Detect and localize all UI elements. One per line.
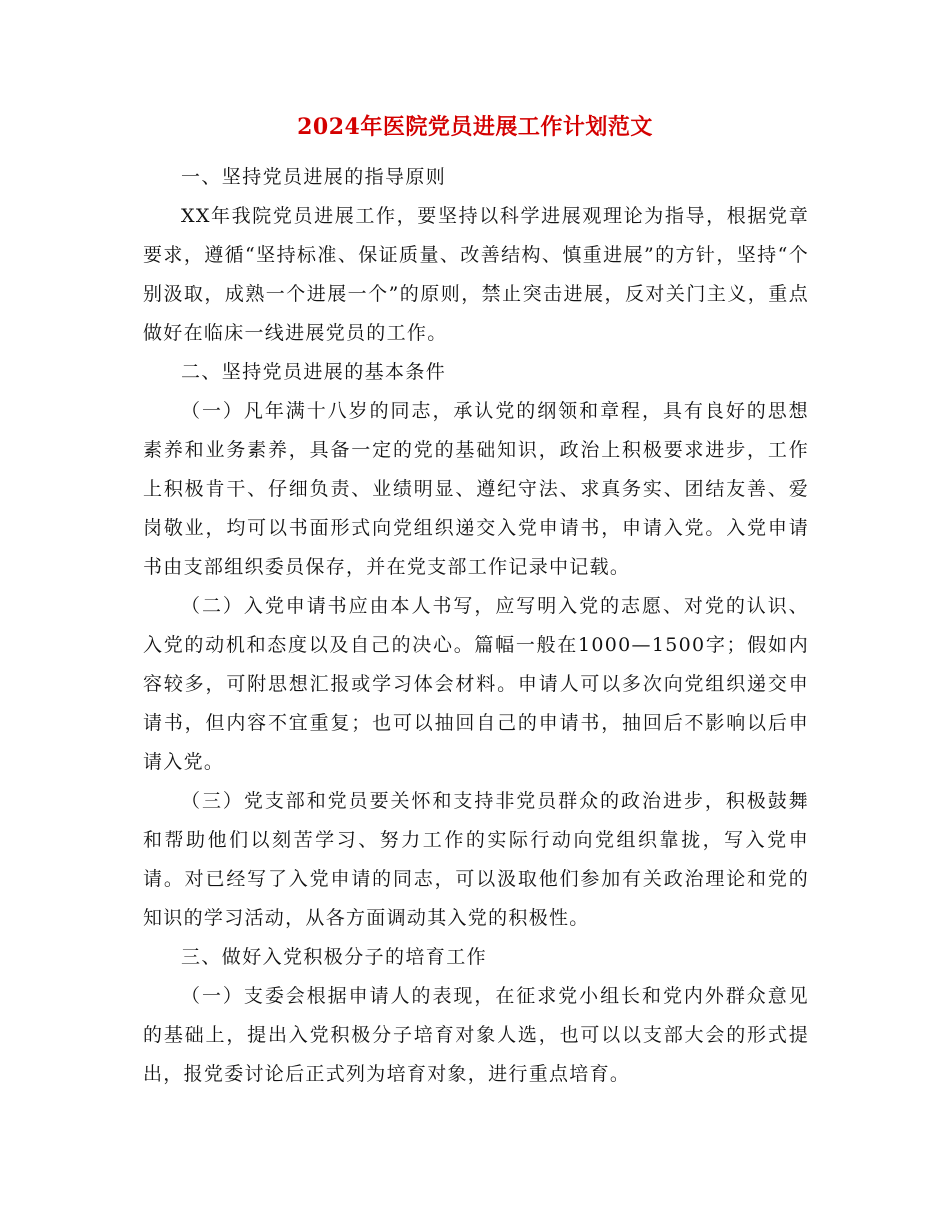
section-2-paragraph-2: （二）入党申请书应由本人书写，应写明入党的志愿、对党的认识、入党的动机和态度以及自己的决心。篇幅一般在1000—1500字；假如内容较多，可附思想汇报或学习体会材料。申请人可以多次向党组织递交申请书，但内容不宜重复；也可以抽回自己的申请书，抽回后不影响以后申请入党。 (143, 595, 809, 773)
section-3-paragraph-1: （一）支委会根据申请人的表现，在征求党小组长和党内外群众意见的基础上，提出入党积极分子培育对象人选，也可以以支部大会的形式提出，报党委讨论后正式列为培育对象，进行重点培育。 (143, 985, 809, 1085)
section-heading-3: 三、做好入党积极分子的培育工作 (181, 946, 488, 968)
section-2-paragraph-3: （三）党支部和党员要关怀和支持非党员群众的政治进步，积极鼓舞和帮助他们以刻苦学习、努力工作的实际行动向党组织靠拢，写入党申请。对已经写了入党申请的同志，可以汲取他们参加有关政治理论和党的知识的学习活动，从各方面调动其入党的积极性。 (143, 790, 809, 929)
section-heading-1: 一、坚持党员进展的指导原则 (181, 166, 447, 188)
section-1-paragraph-1: XX年我院党员进展工作，要坚持以科学进展观理论为指导，根据党章要求，遵循“坚持标准、保证质量、改善结构、慎重进展”的方针，坚持“个别汲取，成熟一个进展一个”的原则，禁止突击进展，反对关门主义，重点做好在临床一线进展党员的工作。 (143, 205, 809, 344)
document-body (143, 158, 809, 1094)
document-title: 2024年医院党员进展工作计划范文 (297, 114, 653, 140)
section-heading-2: 二、坚持党员进展的基本条件 (181, 361, 447, 383)
section-2-paragraph-1: （一）凡年满十八岁的同志，承认党的纲领和章程，具有良好的思想素养和业务素养，具备一定的党的基础知识，政治上积极要求进步，工作上积极肯干、仔细负责、业绩明显、遵纪守法、求真务实、团结友善、爱岗敬业，均可以书面形式向党组织递交入党申请书，申请入党。入党申请书由支部组织委员保存，并在党支部工作记录中记载。 (143, 400, 809, 578)
